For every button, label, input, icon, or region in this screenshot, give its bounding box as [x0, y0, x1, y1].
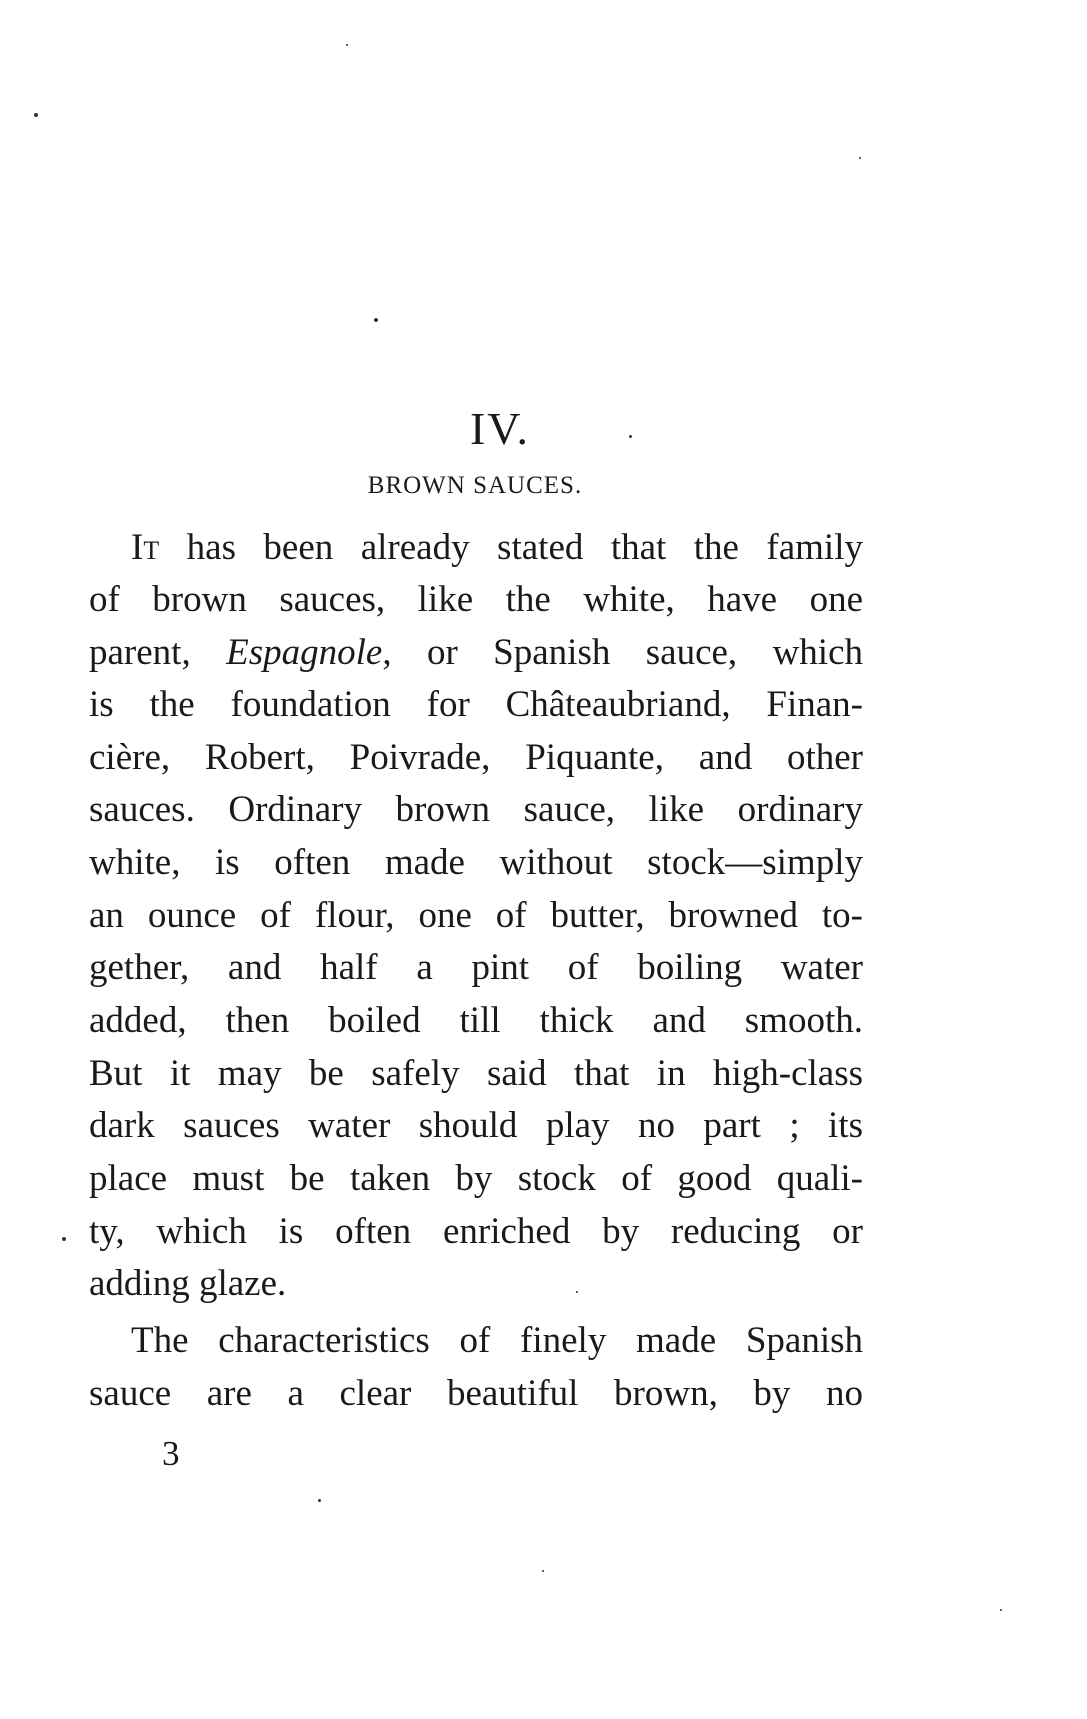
text-line: is the foundation for Châteaubriand, Finan-	[89, 684, 863, 725]
text-line: added, then boiled till thick and smooth.	[89, 1000, 863, 1041]
chapter-title: BROWN SAUCES.	[367, 472, 583, 499]
speck-dot	[34, 113, 38, 117]
text-line: sauce are a clear beautiful brown, by no	[89, 1373, 863, 1414]
text-line: place must be taken by stock of good quali-	[89, 1158, 863, 1199]
text-line: sauces. Ordinary brown sauce, like ordinary	[89, 789, 863, 830]
text-line	[131, 528, 863, 568]
text-line: an ounce of flour, one of butter, browned to-	[89, 895, 863, 936]
text-line: cière, Robert, Poivrade, Piquante, and other	[89, 737, 863, 778]
text-line	[89, 633, 863, 673]
line-text: parent,	[89, 632, 227, 673]
chapter-number: IV.	[469, 403, 531, 454]
speck-dot	[859, 157, 861, 159]
text-line: The characteristics of finely made Spanish	[131, 1320, 863, 1361]
speck-dot	[318, 1499, 321, 1502]
text-line: adding glaze.	[89, 1263, 287, 1304]
speck-dot	[346, 44, 348, 46]
text-line: of brown sauces, like the white, have one	[89, 579, 863, 620]
speck-dot	[374, 318, 378, 322]
text-line: But it may be safely said that in high-class	[89, 1053, 863, 1094]
page-number: 3	[162, 1434, 180, 1473]
speck-dot	[542, 1570, 544, 1572]
speck-dot	[62, 1237, 66, 1241]
text-line: gether, and half a pint of boiling water	[89, 947, 863, 988]
text-line: dark sauces water should play no part ; its	[89, 1105, 863, 1146]
italic-term: Espagnole	[226, 632, 383, 673]
text-line: ty, which is often enriched by reducing or	[89, 1211, 863, 1252]
drop-word: It	[131, 527, 160, 568]
line-text: , or Spanish sauce, which	[382, 632, 864, 673]
text-line: white, is often made without stock—simply	[89, 842, 863, 883]
line-text: has been already stated that the family	[159, 527, 863, 568]
speck-dot	[1000, 1609, 1002, 1611]
